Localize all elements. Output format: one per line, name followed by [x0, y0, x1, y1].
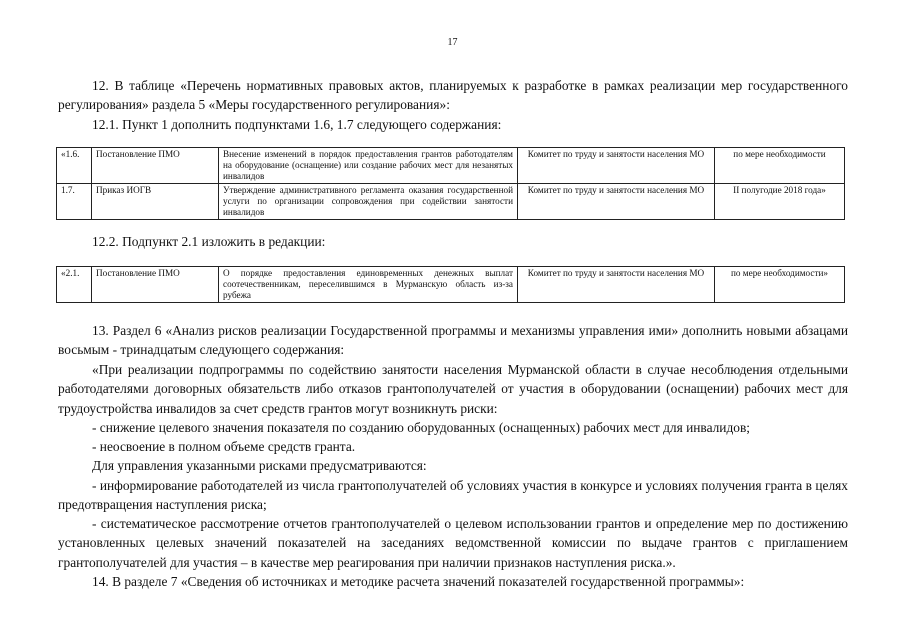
- paragraph-14: 14. В разделе 7 «Сведения об источниках и методике расчета значений показателей государственной программы»:: [92, 574, 745, 589]
- row-number: «2.1.: [57, 267, 92, 303]
- table-row: [57, 184, 845, 220]
- act-executor: Комитет по труду и занятости населения МО: [518, 267, 715, 303]
- table-row: [57, 148, 845, 184]
- acts-table-2: [56, 266, 845, 303]
- page-number: 17: [447, 37, 458, 48]
- row-number: 1.7.: [57, 184, 92, 220]
- act-executor: Комитет по труду и занятости населения МО: [518, 184, 715, 220]
- act-deadline: II полугодие 2018 года»: [715, 184, 845, 220]
- act-deadline: по мере необходимости: [715, 148, 845, 184]
- act-description: О порядке предоставления единовременных денежных выплат соотечественникам, переселившимся в Мурманскую область из-за рубежа: [219, 267, 518, 303]
- act-deadline: по мере необходимости»: [715, 267, 845, 303]
- paragraph-12-2: 12.2. Подпункт 2.1 изложить в редакции:: [92, 234, 326, 249]
- row-number: «1.6.: [57, 148, 92, 184]
- paragraph-13-manage: Для управления указанными рисками предусматриваются:: [92, 458, 427, 473]
- act-executor: Комитет по труду и занятости населения МО: [518, 148, 715, 184]
- act-description: Внесение изменений в порядок предоставления грантов работодателям на оборудование (оснащение) или создание рабочих мест для незанятых инвалидов: [219, 148, 518, 184]
- act-type: Постановление ПМО: [92, 148, 219, 184]
- act-type: Постановление ПМО: [92, 267, 219, 303]
- paragraph-12-intro: 12. В таблице «Перечень нормативных правовых актов, планируемых к разработке в рамках реализации мер государственного регулирования» раздела 5 «Меры государственного регулирования»:: [58, 78, 848, 113]
- measure-item-1: - информирование работодателей из числа грантополучателей об условиях участия в конкурсе и условиях получения гранта в целях предотвращения наступления риска;: [58, 478, 848, 513]
- act-description: Утверждение административного регламента оказания государственной услуги по организации сопровождения при содействии занятости инвалидов: [219, 184, 518, 220]
- risk-item-1: - снижение целевого значения показателя по созданию оборудованных (оснащенных) рабочих мест для инвалидов;: [92, 420, 751, 435]
- acts-table-1: [56, 147, 845, 220]
- paragraph-13: 13. Раздел 6 «Анализ рисков реализации Государственной программы и механизмы управления ими» дополнить новыми абзацами восьмым - тринадцатым следующего содержания:: [58, 323, 848, 358]
- table-row: [57, 267, 845, 303]
- measure-item-2: - систематическое рассмотрение отчетов грантополучателей о целевом использовании грантов и определение мер по достижению установленных целевых значений показателей на заседаниях ведомственной комиссии по выдаче грантов с приглашением грантополучателей для участия – в качестве мер реагирования при наличии признаков наступления риска.».: [58, 516, 848, 570]
- risk-item-2: - неосвоение в полном объеме средств гранта.: [92, 439, 356, 454]
- paragraph-12-1: 12.1. Пункт 1 дополнить подпунктами 1.6, 1.7 следующего содержания:: [92, 117, 502, 132]
- act-type: Приказ ИОГВ: [92, 184, 219, 220]
- paragraph-13-quote: «При реализации подпрограммы по содействию занятости населения Мурманской области в случае несоблюдения отдельными работодателями договорных обязательств либо отказов грантополучателей от участия в оборудовании (оснащении) рабочих мест для трудоустройства инвалидов за счет средств грантов могут возникнуть риски:: [58, 362, 848, 416]
